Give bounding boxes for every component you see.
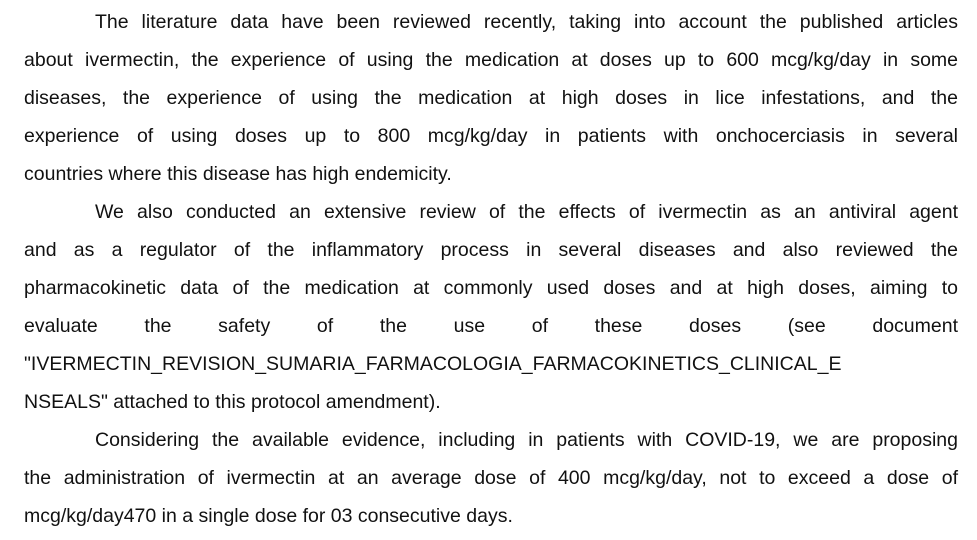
- paragraph-2-line-6: NSEALS" attached to this protocol amendment).: [24, 391, 441, 413]
- paragraph-1-line-1: The literature data have been reviewed recently, taking into account the published articles: [95, 11, 958, 33]
- paragraph-1-line-2: about ivermectin, the experience of using the medication at doses up to 600 mcg/kg/day in some: [24, 49, 958, 71]
- paragraph-2-line-5: "IVERMECTIN_REVISION_SUMARIA_FARMACOLOGIA_FARMACOKINETICS_CLINICAL_E: [24, 353, 842, 375]
- paragraph-3-line-2: the administration of ivermectin at an average dose of 400 mcg/kg/day, not to exceed a dose of: [24, 467, 958, 489]
- paragraph-3-line-1: Considering the available evidence, including in patients with COVID-19, we are proposing: [95, 429, 958, 451]
- paragraph-2-line-3: pharmacokinetic data of the medication at commonly used doses and at high doses, aiming to: [24, 277, 958, 299]
- paragraph-1-line-4: experience of using doses up to 800 mcg/kg/day in patients with onchocerciasis in several: [24, 125, 958, 147]
- paragraph-2-line-1: We also conducted an extensive review of the effects of ivermectin as an antiviral agent: [95, 201, 958, 223]
- paragraph-1-line-3: diseases, the experience of using the medication at high doses in lice infestations, and the: [24, 87, 958, 109]
- paragraph-2-line-4: evaluate the safety of the use of these doses (see document: [24, 315, 958, 337]
- paragraph-1-line-5: countries where this disease has high endemicity.: [24, 163, 452, 185]
- paragraph-2-line-2: and as a regulator of the inflammatory process in several diseases and also reviewed the: [24, 239, 958, 261]
- paragraph-3-line-3: mcg/kg/day470 in a single dose for 03 consecutive days.: [24, 505, 513, 527]
